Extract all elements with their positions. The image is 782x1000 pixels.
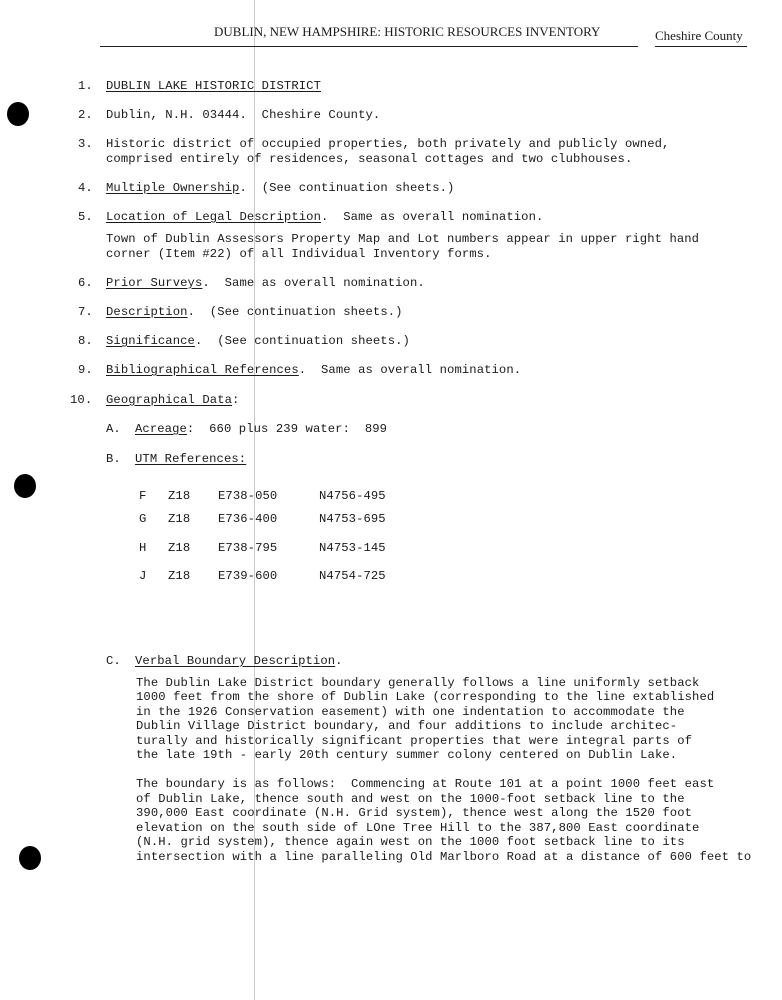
item-line bbox=[106, 181, 454, 195]
verbal-heading-period: . bbox=[335, 654, 343, 668]
item-text: . (See continuation sheets.) bbox=[239, 181, 455, 195]
punch-hole-icon bbox=[14, 474, 36, 498]
item-text: . Same as overall nomination. bbox=[298, 363, 522, 377]
verbal-heading: Verbal Boundary Description bbox=[135, 654, 336, 668]
item-heading: Location of Legal Description bbox=[106, 210, 321, 224]
item-line bbox=[106, 363, 521, 377]
item-number: 2. bbox=[78, 108, 93, 122]
acreage-value: : 660 plus 239 water: 899 bbox=[186, 422, 388, 436]
item-text: corner (Item #22) of all Individual Inventory forms. bbox=[106, 247, 492, 261]
paragraph-line: intersection with a line paralleling Old Marlboro Road at a distance of 600 feet to bbox=[136, 850, 752, 864]
utm-zone: Z18 bbox=[168, 512, 191, 526]
subitem-letter: A. bbox=[106, 422, 121, 436]
item-number: 10. bbox=[70, 393, 93, 407]
item-number: 7. bbox=[78, 305, 93, 319]
page-title: DUBLIN, NEW HAMPSHIRE: HISTORIC RESOURCES INVENTORY bbox=[214, 24, 601, 39]
paragraph-line: turally and historically significant properties that were integral parts of bbox=[136, 734, 693, 748]
paragraph-line: The boundary is as follows: Commencing at Route 101 at a point 1000 feet east bbox=[136, 777, 715, 791]
item-line bbox=[106, 276, 425, 290]
paragraph-line: 390,000 East coordinate (N.H. Grid system), thence west along the 1520 foot bbox=[136, 806, 693, 820]
item-number: 3. bbox=[78, 137, 93, 151]
utm-northing: N4753-695 bbox=[319, 512, 386, 526]
item-text: . Same as overall nomination. bbox=[321, 210, 544, 224]
utm-zone: Z18 bbox=[168, 569, 191, 583]
header-rule-left bbox=[100, 46, 638, 47]
item-line bbox=[106, 210, 543, 224]
item-text: : bbox=[232, 393, 240, 407]
utm-heading: UTM References: bbox=[135, 452, 247, 466]
paragraph-line: elevation on the south side of LOne Tree Hill to the 387,800 East coordinate bbox=[136, 821, 700, 835]
item-text: Historic district of occupied properties, both privately and publicly owned, bbox=[106, 137, 670, 151]
item-number: 4. bbox=[78, 181, 93, 195]
paragraph-line: The Dublin Lake District boundary generally follows a line uniformly setback bbox=[136, 676, 700, 690]
item-text: . (See continuation sheets.) bbox=[187, 305, 403, 319]
utm-zone: Z18 bbox=[168, 541, 191, 555]
paragraph-line: 1000 feet from the shore of Dublin Lake (corresponding to the line extablished bbox=[136, 690, 715, 704]
subitem-letter: B. bbox=[106, 452, 121, 466]
item-heading: Description bbox=[106, 305, 188, 319]
subitem-letter: C. bbox=[106, 654, 121, 668]
item-heading: Significance bbox=[106, 334, 195, 348]
item-text: Town of Dublin Assessors Property Map and Lot numbers appear in upper right hand bbox=[106, 232, 700, 246]
item-number: 8. bbox=[78, 334, 93, 348]
item-number: 1. bbox=[78, 79, 93, 93]
punch-hole-icon bbox=[7, 102, 29, 126]
item-text: . (See continuation sheets.) bbox=[194, 334, 410, 348]
item-text: Dublin, N.H. 03444. Cheshire County. bbox=[106, 108, 381, 122]
paragraph-line: Dublin Village District boundary, and four additions to include architec- bbox=[136, 719, 678, 733]
utm-point-id: G bbox=[139, 512, 147, 526]
utm-northing: N4756-495 bbox=[319, 489, 386, 503]
item-heading: Bibliographical References bbox=[106, 363, 299, 377]
utm-northing: N4754-725 bbox=[319, 569, 386, 583]
item-heading: Geographical Data bbox=[106, 393, 233, 407]
utm-easting: E738-050 bbox=[218, 489, 278, 503]
item-text: comprised entirely of residences, seasonal cottages and two clubhouses. bbox=[106, 152, 633, 166]
item-line bbox=[106, 334, 410, 348]
acreage-heading: Acreage bbox=[135, 422, 187, 436]
county-label: Cheshire County bbox=[655, 28, 743, 43]
acreage-line bbox=[135, 422, 387, 436]
utm-zone: Z18 bbox=[168, 489, 191, 503]
item-number: 9. bbox=[78, 363, 93, 377]
item-text: . Same as overall nomination. bbox=[202, 276, 425, 290]
item-heading: DUBLIN LAKE HISTORIC DISTRICT bbox=[106, 79, 321, 93]
item-line bbox=[106, 393, 239, 407]
header-rule-right bbox=[655, 46, 747, 47]
utm-easting: E738-795 bbox=[218, 541, 278, 555]
item-line bbox=[106, 305, 403, 319]
utm-northing: N4753-145 bbox=[319, 541, 386, 555]
utm-point-id: H bbox=[139, 541, 147, 555]
utm-easting: E736-400 bbox=[218, 512, 278, 526]
paragraph-line: in the 1926 Conservation easement) with one indentation to accommodate the bbox=[136, 705, 685, 719]
punch-hole-icon bbox=[19, 846, 41, 870]
item-heading: Prior Surveys bbox=[106, 276, 203, 290]
paragraph-line: of Dublin Lake, thence south and west on the 1000-foot setback line to the bbox=[136, 792, 685, 806]
verbal-heading-line bbox=[135, 654, 343, 668]
utm-point-id: J bbox=[139, 569, 147, 583]
item-heading: Multiple Ownership bbox=[106, 181, 240, 195]
item-number: 5. bbox=[78, 210, 93, 224]
utm-easting: E739-600 bbox=[218, 569, 278, 583]
utm-point-id: F bbox=[139, 489, 147, 503]
paragraph-line: (N.H. grid system), thence again west on the 1000 foot setback line to its bbox=[136, 835, 685, 849]
item-number: 6. bbox=[78, 276, 93, 290]
paragraph-line: the late 19th - early 20th century summer colony centered on Dublin Lake. bbox=[136, 748, 678, 762]
